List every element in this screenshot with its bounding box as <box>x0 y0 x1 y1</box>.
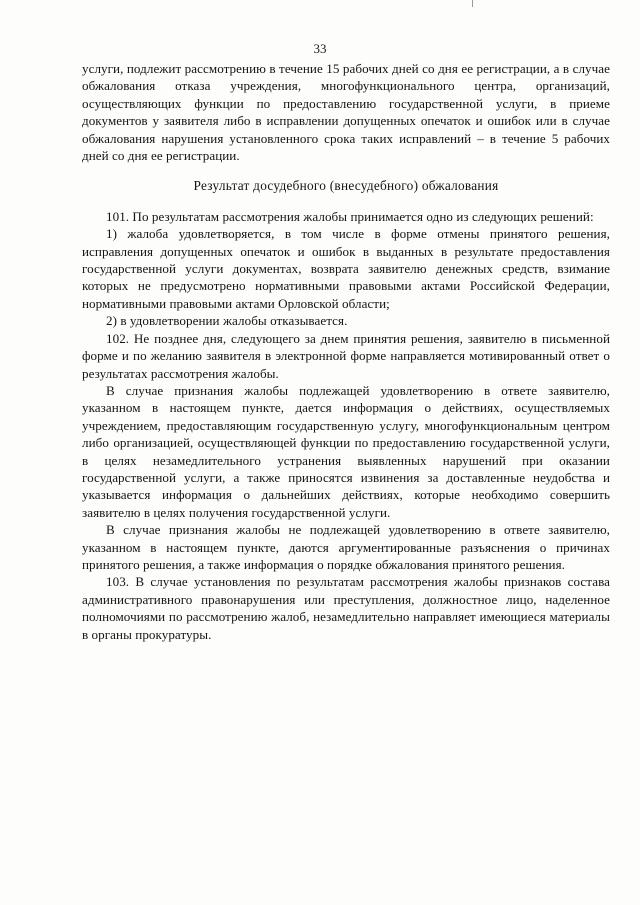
section-heading: Результат досудебного (внесудебного) обжалования <box>193 178 499 194</box>
paragraph-101-item-1: 1) жалоба удовлетворяется, в том числе в форме отмены принятого решения, исправления допущенных опечаток и ошибок в выданных в результате предоставления государственной услуги документах, возврата заявителю денежных средств, взимание которых не предусмотрено нормативными правовыми актами Российской Федерации, нормативными правовыми актами Орловской области; <box>82 226 610 311</box>
paragraph-102-rejected: В случае признания жалобы не подлежащей удовлетворению в ответе заявителю, указанном в настоящем пункте, даются аргументированные разъяснения о причинах принятого решения, а также информация о порядке обжалования принятого решения. <box>82 522 610 572</box>
document-body <box>82 60 610 643</box>
paragraph-101-item-2: 2) в удовлетворении жалобы отказывается. <box>106 313 348 329</box>
paragraph-102: 102. Не позднее дня, следующего за днем принятия решения, заявителю в письменной форме и по желанию заявителя в электронной форме направляется мотивированный ответ о результатах рассмотрения жалобы. <box>82 330 610 381</box>
paragraph-101: 101. По результатам рассмотрения жалобы принимается одно из следующих решений: <box>106 208 594 224</box>
paragraph-continuation: услуги, подлежит рассмотрению в течение 15 рабочих дней со дня ее регистрации, а в случае обжалования отказа учреждения, многофункционального центра, организаций, осуществляющих функции по предоставлению государственной услуги, в приеме документов у заявителя либо в исправлении допущенных опечаток и ошибок или в случае обжалования нарушения установленного срока таких исправлений – в течение 5 рабочих дней со дня ее регистрации. <box>82 61 610 164</box>
paragraph-103: 103. В случае установления по результатам рассмотрения жалобы признаков состава административного правонарушения или преступления, должностное лицо, наделенное полномочиями по рассмотрению жалоб, незамедлительно направляет имеющиеся материалы в органы прокуратуры. <box>82 574 610 642</box>
paragraph-102-satisfied: В случае признания жалобы подлежащей удовлетворению в ответе заявителю, указанном в настоящем пункте, дается информация о действиях, осуществляемых учреждением, предоставляющим государственную услугу, многофункциональным центром либо организацией, осуществляющей функции по предоставлению государственной услуги, в целях незамедлительного устранения выявленных нарушений при оказании государственной услуги, а также приносятся извинения за доставленные неудобства и указывается информация о дальнейших действиях, которые необходимо совершить заявителю в целях получения государственной услуги. <box>82 382 610 520</box>
page-number: 33 <box>313 41 327 56</box>
scan-edge-mark <box>472 0 473 7</box>
